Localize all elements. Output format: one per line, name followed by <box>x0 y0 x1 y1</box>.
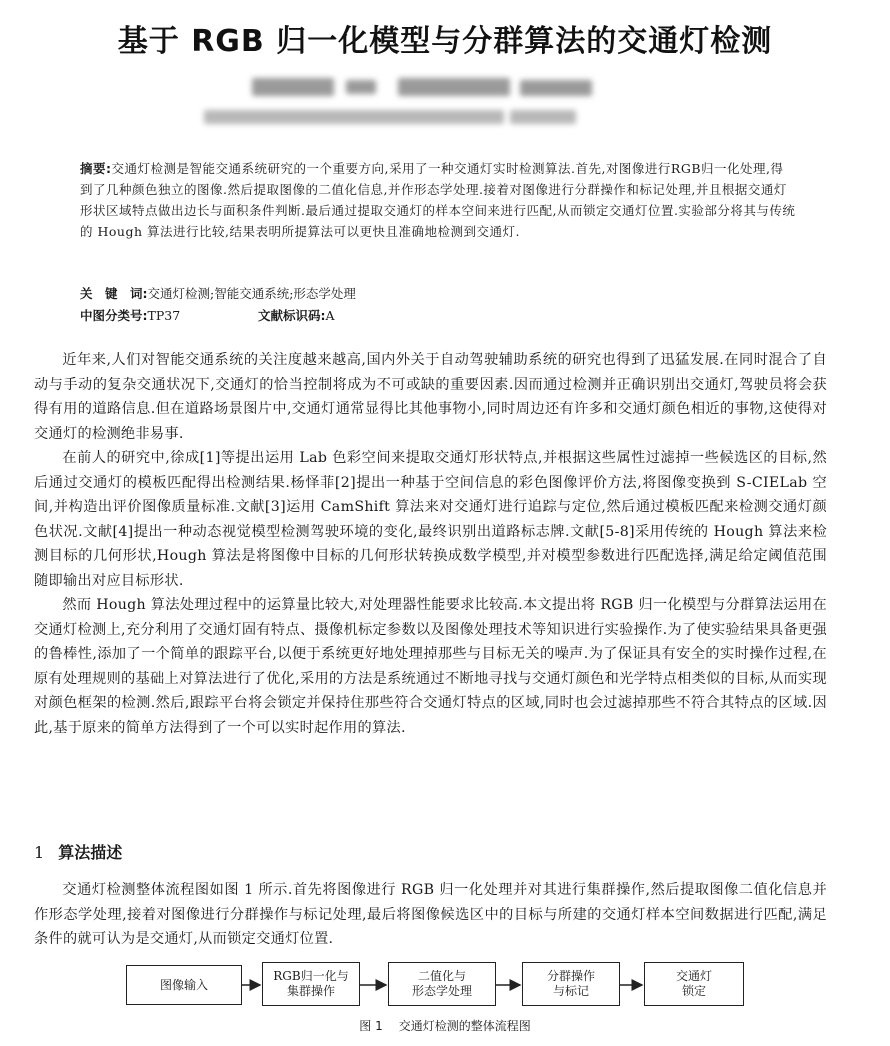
keywords-text: 交通灯检测;智能交通系统;形态学处理 <box>147 286 356 301</box>
figure-caption-text: 交通灯检测的整体流程图 <box>398 1019 531 1033</box>
section-heading <box>34 840 122 863</box>
section-title: 算法描述 <box>58 843 123 862</box>
figure-number: 图 1 <box>359 1019 383 1033</box>
intro-paragraph: 在前人的研究中,徐成[1]等提出运用 Lab 色彩空间来提取交通灯形状特点,并根据这些属性过滤掉一些候选区的目标,然后通过交通灯的模板匹配得出检测结果.杨怿菲[2]提出一种基于空间信息的彩色图像评价方法,将图像变换到 S-CIELab 空间,并构造出评价图像质量标准.文献[3]运用 CamShift 算法来对交通灯进行追踪与定位,然后通过模板匹配来检测交通灯颜色状况.文献[4]提出一种动态视觉模型检测驾驶环境的变化,最终识别出道路标志牌.文献[5-8]采用传统的 Hough 算法来检测目标的几何形状,Hough 算法是将图像中目标的几何形状转换成数学模型,并对模型参数进行匹配选择,满足给定阈值范围随即输出对应目标形状. <box>34 450 827 589</box>
keywords-label: 关 键 词: <box>80 286 148 301</box>
abstract-text: 交通灯检测是智能交通系统研究的一个重要方向,采用了一种交通灯实时检测算法.首先,对图像进行RGB归一化处理,得到了几种颜色独立的图像.然后提取图像的二值化信息,并作形态学处理.接着对图像进行分群操作和标记处理,并且根据交通灯形状区域特点做出边长与面积条件判断.最后通过提取交通灯的样本空间来进行匹配,从而锁定交通灯位置.实验部分将其与传统的 Hough 算法进行比较,结果表明所提算法可以更快且准确地检测到交通灯. <box>80 161 796 239</box>
section1-body <box>34 878 827 952</box>
clc-label: 中图分类号: <box>80 308 148 323</box>
intro-paragraph: 然而 Hough 算法处理过程中的运算量比较大,对处理器性能要求比较高.本文提出将 RGB 归一化模型与分群算法运用在交通灯检测上,充分利用了交通灯固有特点、摄像机标定参数以及图像处理技术等知识进行实验操作.为了使实验结果具备更强的鲁棒性,添加了一个简单的跟踪平台,以便于系统更好地处理掉那些与目标无关的噪声.为了保证具有安全的实时操作过程,在原有处理规则的基础上对算法进行了优化,采用的方法是系统通过不断地寻找与交通灯颜色和光学特点相类似的目标,从而实现对颜色框架的检测.然后,跟踪平台将会锁定并保持住那些符合交通灯特点的区域,同时也会过滤掉那些不符合其特点的区域.因此,基于原来的简单方法得到了一个可以实时起作用的算法. <box>34 597 827 736</box>
clc-row <box>80 305 180 326</box>
figure-caption <box>0 1017 890 1034</box>
paper-title: 基于 RGB 归一化模型与分群算法的交通灯检测 <box>117 24 773 59</box>
keywords-row <box>80 283 356 304</box>
clc-value: TP37 <box>147 308 181 323</box>
intro-body <box>34 348 827 740</box>
doc-code-value: A <box>325 308 335 323</box>
abstract <box>80 158 796 242</box>
flow-box-binarize: 二值化与 形态学处理 <box>388 962 496 1006</box>
flow-box-input: 图像输入 <box>126 965 242 1005</box>
section-number: 1 <box>34 843 45 862</box>
flow-box-clustering: 分群操作 与标记 <box>522 962 620 1006</box>
flow-box-rgb-normalize: RGB归一化与 集群操作 <box>262 962 360 1006</box>
intro-paragraph: 近年来,人们对智能交通系统的关注度越来越高,国内外关于自动驾驶辅助系统的研究也得到了迅猛发展.在同时混合了自动与手动的复杂交通状况下,交通灯的恰当控制将成为不可或缺的重要因素.因而通过检测并正确识别出交通灯,驾驶员将会获得有用的道路信息.但在道路场景图片中,交通灯通常显得比其他事物小,同时周边还有许多和交通灯颜色相近的事物,这使得对交通灯的检测绝非易事. <box>34 352 827 442</box>
abstract-label: 摘要: <box>80 161 112 176</box>
doc-code-row <box>258 305 335 326</box>
section1-paragraph: 交通灯检测整体流程图如图 1 所示.首先将图像进行 RGB 归一化处理并对其进行集群操作,然后提取图像二值化信息并作形态学处理,接着对图像进行分群操作与标记处理,最后将图像候选区中的目标与所建的交通灯样本空间数据进行匹配,满足条件的就可认为是交通灯,从而锁定交通灯位置. <box>34 882 827 947</box>
flow-box-lock: 交通灯 锁定 <box>644 962 744 1006</box>
doc-code-label: 文献标识码: <box>258 308 326 323</box>
